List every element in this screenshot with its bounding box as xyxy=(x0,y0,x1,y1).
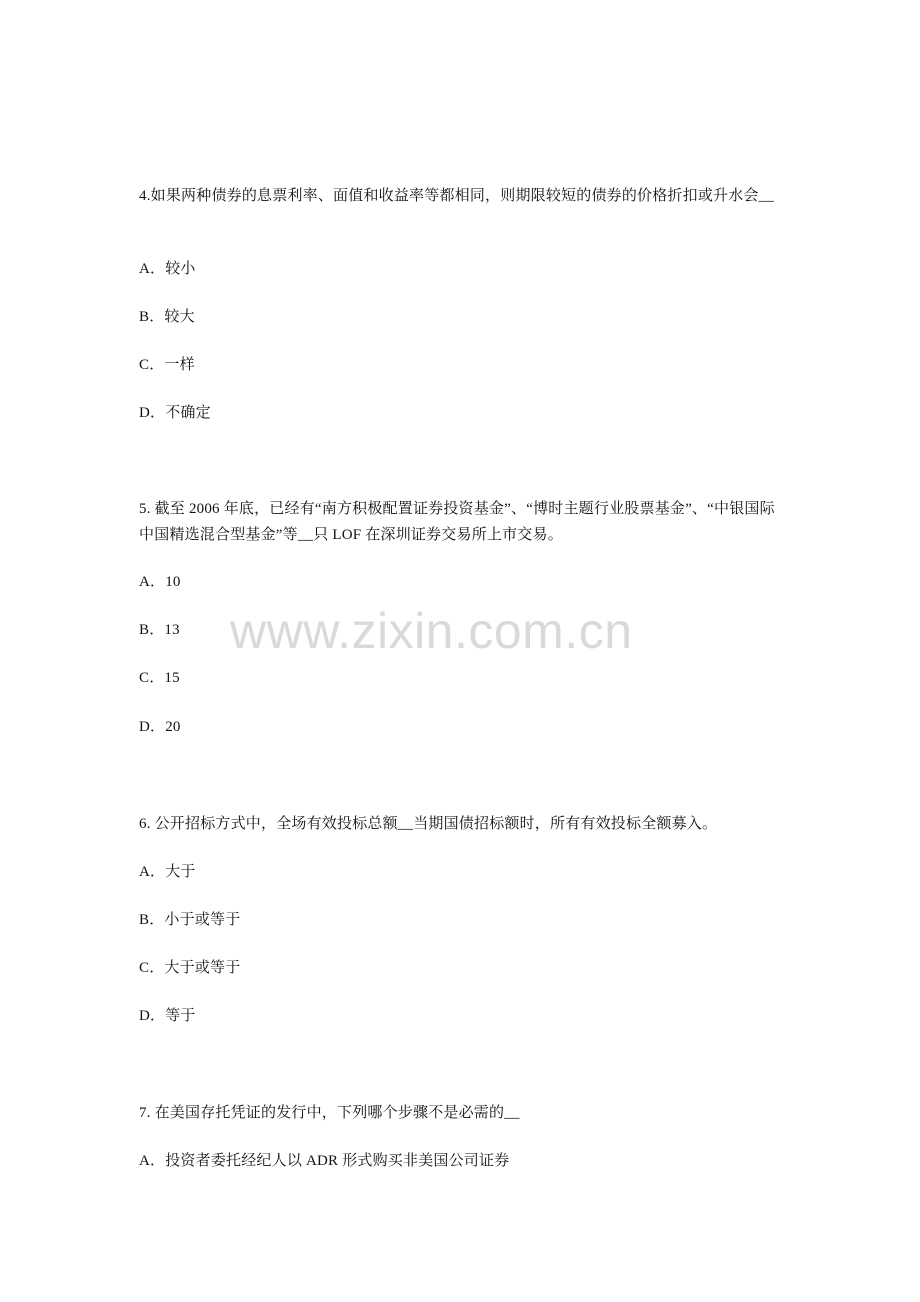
question-5-option-b: B．13 xyxy=(139,622,180,638)
question-6-stem: 6. 公开招标方式中，全场有效投标总额__当期国债招标额时，所有有效投标全额募入。 xyxy=(139,816,718,832)
question-4-option-c: C．一样 xyxy=(139,357,195,373)
question-5-option-c: C．15 xyxy=(139,670,180,686)
question-6-option-d: D．等于 xyxy=(139,1008,196,1024)
question-4-option-d: D．不确定 xyxy=(139,405,211,421)
question-4-option-a: A．较小 xyxy=(139,261,196,277)
question-5-option-d: D．20 xyxy=(139,719,181,735)
question-7-stem: 7. 在美国存托凭证的发行中，下列哪个步骤不是必需的__ xyxy=(139,1105,520,1121)
question-6-option-a: A．大于 xyxy=(139,864,196,880)
question-6-option-b: B．小于或等于 xyxy=(139,912,241,928)
question-7-option-a: A．投资者委托经纪人以 ADR 形式购买非美国公司证券 xyxy=(139,1153,510,1169)
watermark-text: www.zixin.com.cn xyxy=(230,603,633,659)
question-5-option-a: A．10 xyxy=(139,574,181,590)
question-6-option-c: C．大于或等于 xyxy=(139,960,241,976)
question-4-option-b: B．较大 xyxy=(139,309,195,325)
question-5-stem: 5. 截至 2006 年底，已经有“南方积极配置证券投资基金”、“博时主题行业股票基金”、“中银国际中国精选混合型基金”等__只 LOF 在深圳证券交易所上市交易。 xyxy=(139,501,775,543)
question-4-stem: 4.如果两种债券的息票利率、面值和收益率等都相同，则期限较短的债券的价格折扣或升水会__ xyxy=(139,188,775,204)
